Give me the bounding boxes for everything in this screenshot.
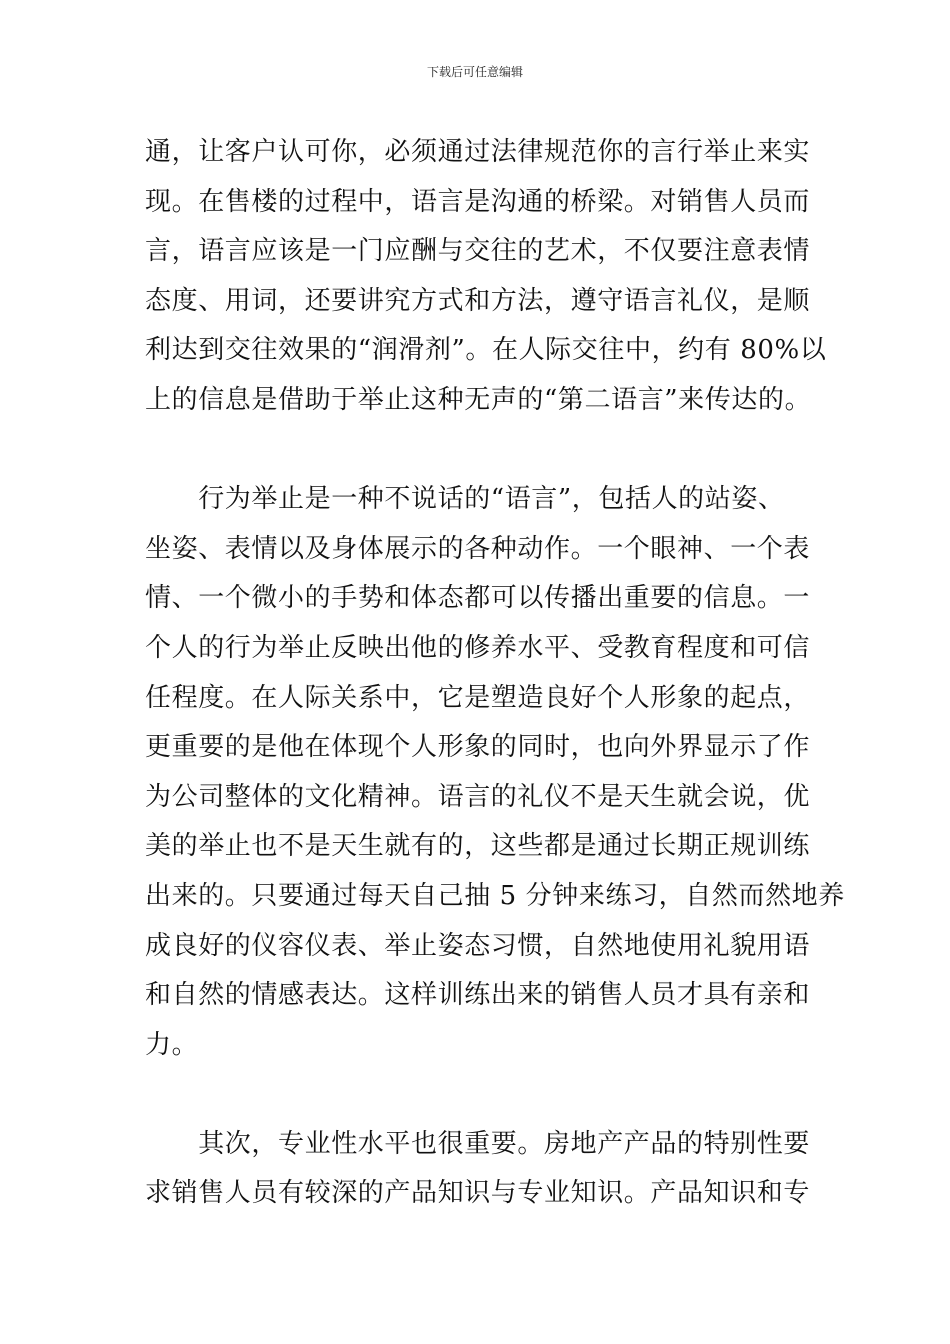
text-line: 任程度。在人际关系中，它是塑造良好个人形象的起点，: [145, 682, 811, 713]
text-line: 上的信息是借助于举止这种无声的“第二语言”来传达的。: [145, 384, 812, 415]
paragraph-1: [145, 128, 827, 426]
text-line: 美的举止也不是天生就有的，这些都是通过长期正规训练: [145, 831, 811, 862]
text-line: 个人的行为举止反映出他的修养水平、受教育程度和可信: [145, 632, 811, 663]
text-line: 更重要的是他在体现个人形象的同时，也向外界显示了作: [145, 732, 811, 763]
document-body: [145, 128, 845, 1219]
text-line: 为公司整体的文化精神。语言的礼仪不是天生就会说，优: [145, 781, 811, 812]
text-line: 通，让客户认可你，必须通过法律规范你的言行举止来实: [145, 137, 811, 167]
text-line: 利达到交往效果的“润滑剂”。在人际交往中，约有 80%以: [145, 335, 827, 366]
text-line: 力。: [145, 1029, 199, 1060]
text-line: 坐姿、表情以及身体展示的各种动作。一个眼神、一个表: [145, 533, 811, 564]
text-line: 行为举止是一种不说话的“语言”，包括人的站姿、: [145, 484, 785, 515]
page-header: 下载后可任意编辑: [426, 65, 523, 79]
text-line: 其次，专业性水平也很重要。房地产产品的特别性要: [145, 1128, 811, 1159]
text-line: 情、一个微小的手势和体态都可以传播出重要的信息。一: [145, 583, 811, 614]
paragraph-3: [145, 1120, 810, 1219]
text-line: 出来的。只要通过每天自己抽 5 分钟来练习，自然而然地养: [145, 880, 845, 911]
text-line: 成良好的仪容仪表、举止姿态习惯，自然地使用礼貌用语: [145, 930, 811, 961]
text-line: 言，语言应该是一门应酬与交往的艺术，不仅要注意表情: [145, 236, 811, 267]
text-line: 求销售人员有较深的产品知识与专业知识。产品知识和专: [145, 1178, 811, 1209]
paragraph-2: [145, 475, 845, 1070]
text-line: 和自然的情感表达。这样训练出来的销售人员才具有亲和: [145, 980, 811, 1011]
text-line: 现。在售楼的过程中，语言是沟通的桥梁。对销售人员而: [145, 186, 811, 217]
text-line: 态度、用词，还要讲究方式和方法，遵守语言礼仪，是顺: [145, 285, 811, 316]
